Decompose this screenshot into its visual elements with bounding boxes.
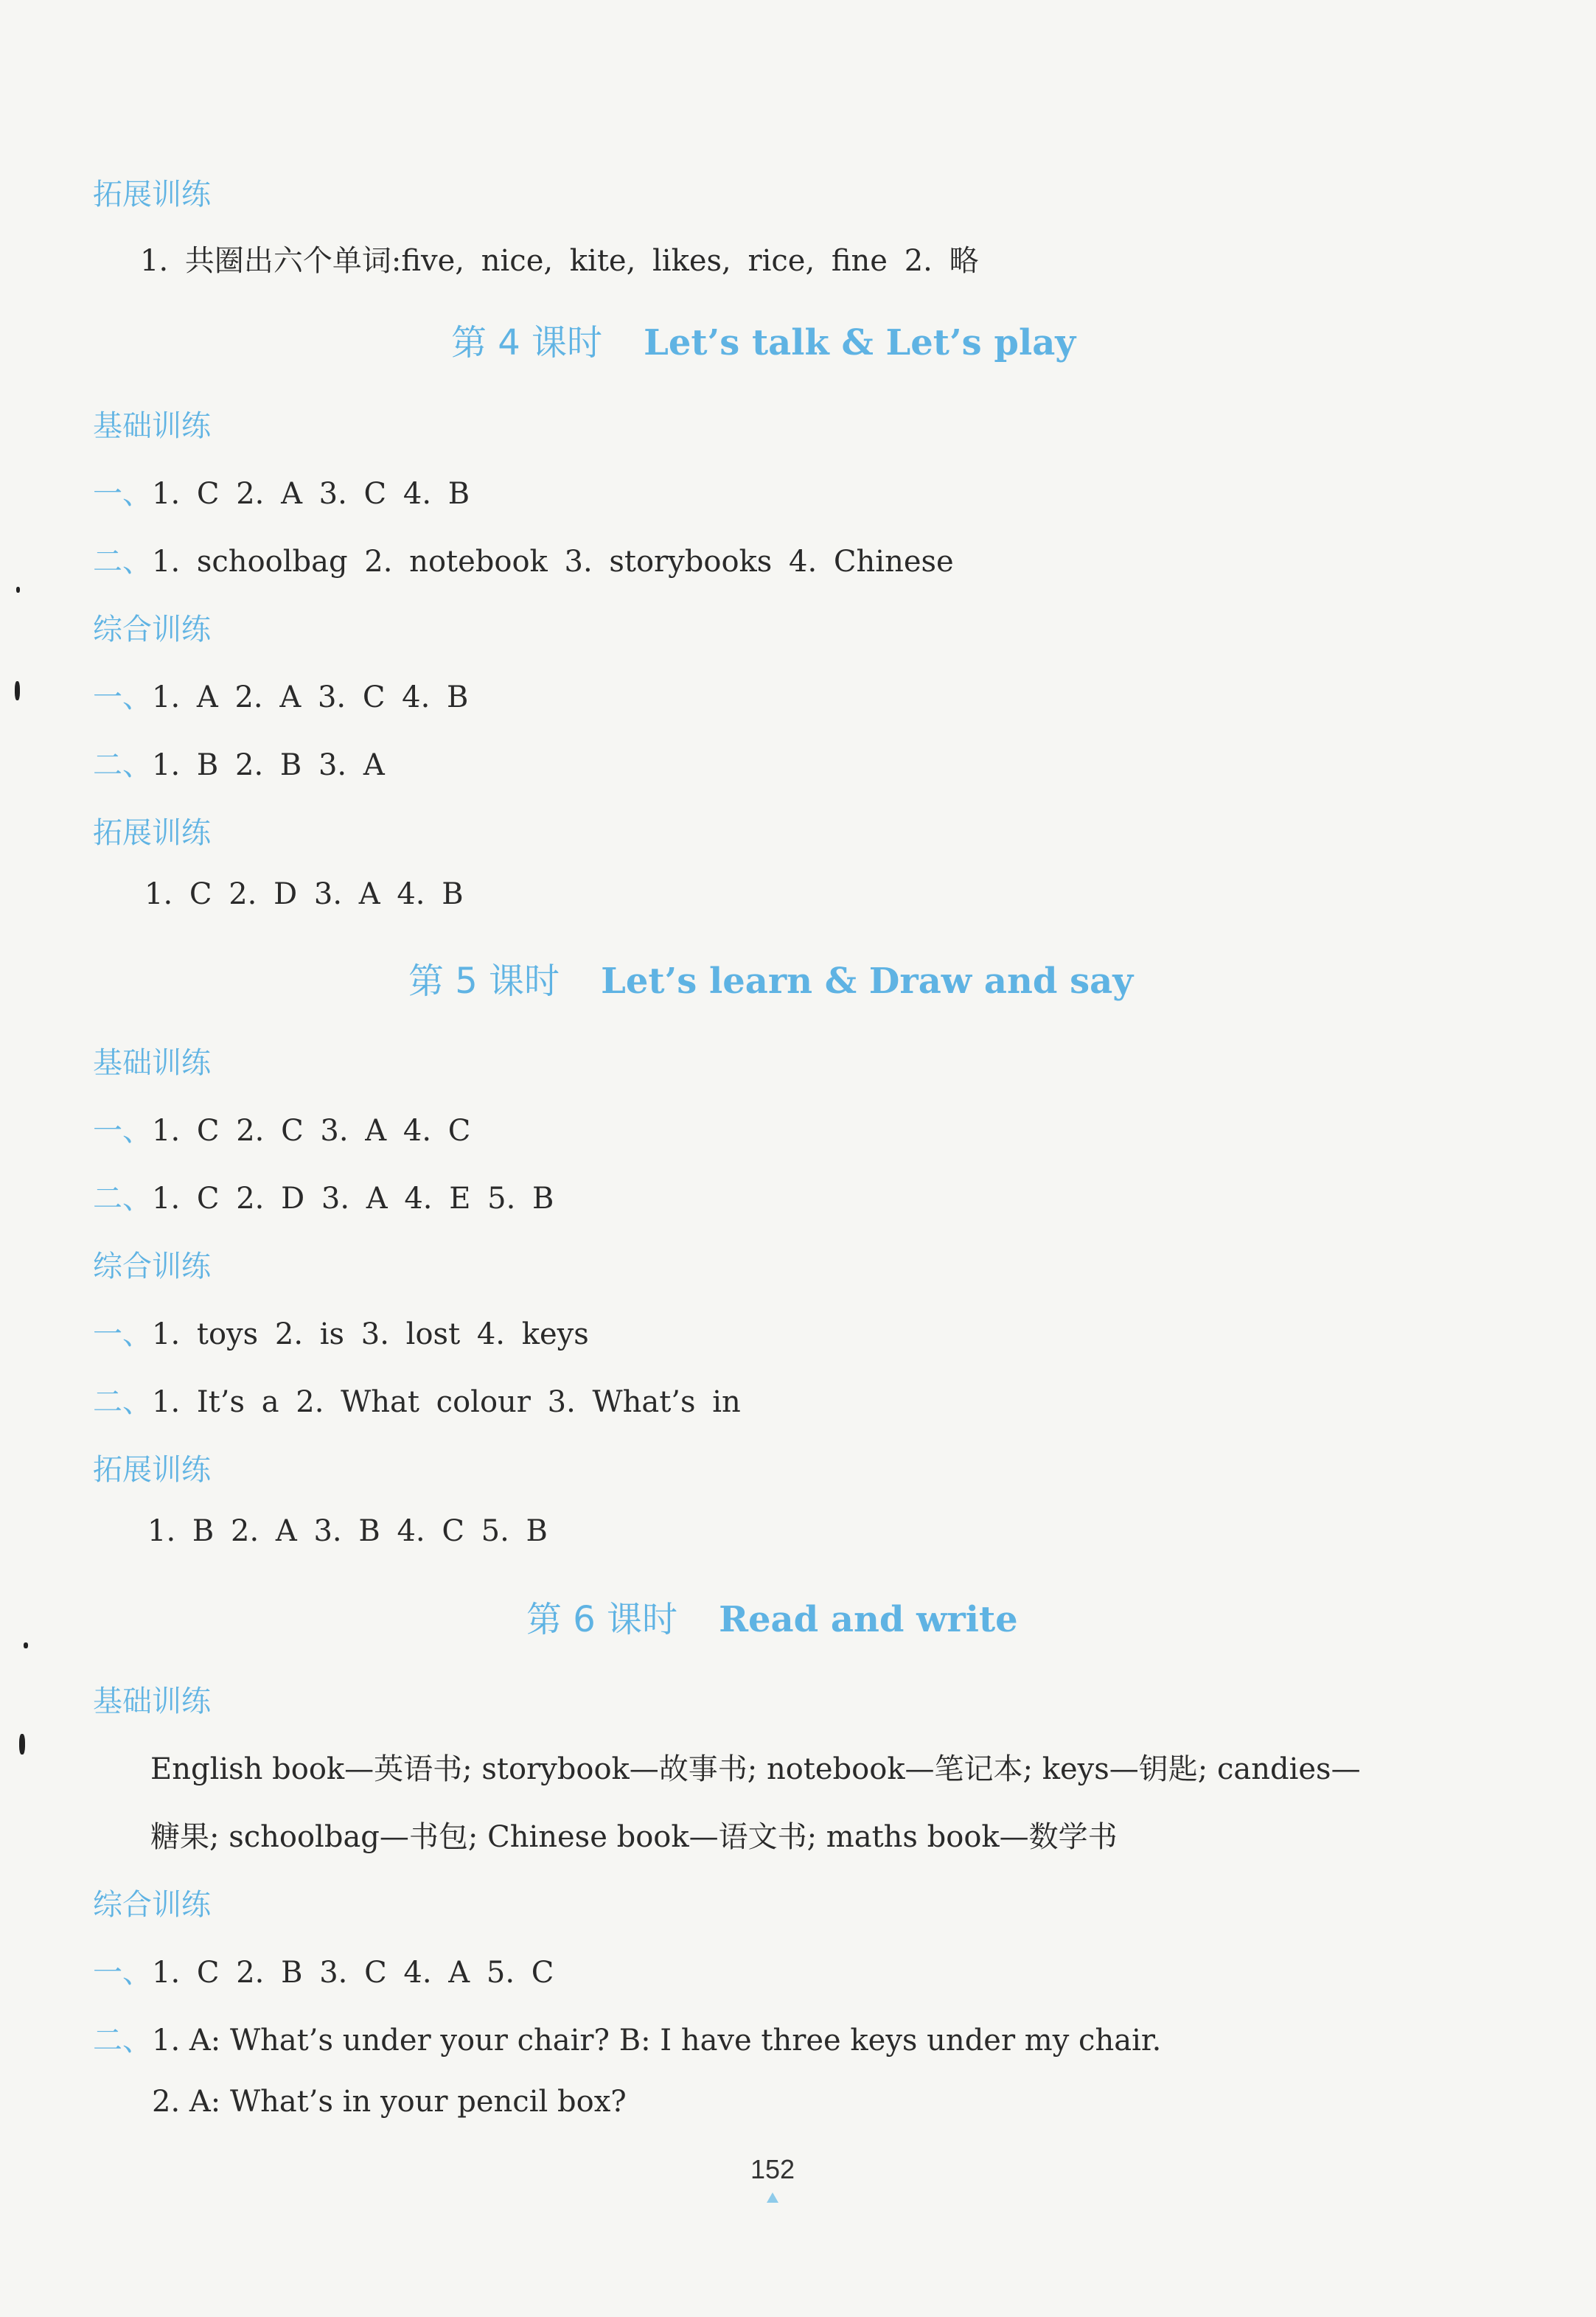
answer-line [93, 1175, 554, 1217]
answer-text: 1. toys 2. is 3. lost 4. keys [152, 1317, 589, 1351]
part-prefix: 一、 [93, 680, 152, 714]
answer-line [93, 674, 468, 716]
answer-text: 1. A: What’s under your chair? B: I have three keys under my chair. [152, 2024, 1162, 2058]
lesson-title: Let’s talk & Let’s play [644, 322, 1076, 363]
answer-line [93, 1949, 554, 1991]
part-prefix: 二、 [93, 748, 152, 782]
section-heading: 基础训练 [93, 1684, 211, 1718]
answer-line: 1. 共圈出六个单词:five, nice, kite, likes, rice, fine 2. 略 [140, 244, 979, 278]
section-heading: 综合训练 [93, 1250, 211, 1283]
answer-text: 1. C 2. B 3. C 4. A 5. C [152, 1956, 554, 1990]
scan-speck [15, 681, 20, 700]
section-heading: 基础训练 [93, 1046, 211, 1080]
lesson-number: 第 4 课时 [451, 322, 603, 363]
part-prefix: 一、 [93, 1114, 152, 1148]
answer-line [93, 538, 954, 580]
answer-text: 1. B 2. B 3. A [152, 748, 385, 782]
section-heading: 拓展训练 [93, 178, 211, 212]
section-heading: 拓展训练 [93, 1453, 211, 1487]
part-prefix: 二、 [93, 545, 152, 579]
part-prefix: 二、 [93, 1182, 152, 1216]
answer-line [93, 1379, 741, 1421]
section-heading: 拓展训练 [93, 816, 211, 850]
answer-line [93, 1311, 589, 1353]
lesson-title: Read and write [719, 1599, 1018, 1640]
answer-text: 1. C 2. D 3. A 4. E 5. B [152, 1182, 554, 1216]
lesson-number: 第 6 课时 [526, 1599, 678, 1640]
answer-line: English book—英语书; storybook—故事书; notebook—笔记本; keys—钥匙; candies— [150, 1752, 1361, 1786]
part-prefix: 一、 [93, 477, 152, 511]
part-prefix: 二、 [93, 1385, 152, 1419]
scan-speck [16, 587, 20, 593]
part-prefix: 二、 [93, 2024, 152, 2058]
page-marker-triangle [767, 2192, 778, 2203]
section-heading: 综合训练 [93, 1888, 211, 1922]
lesson-number: 第 5 课时 [408, 961, 560, 1002]
scan-speck [19, 1734, 25, 1755]
answer-line [93, 2017, 1161, 2059]
lesson-6-heading [526, 1591, 1018, 1642]
lesson-4-heading [451, 314, 1076, 365]
answer-line: 糖果; schoolbag—书包; Chinese book—语文书; maths book—数学书 [150, 1820, 1118, 1854]
lesson-5-heading [408, 952, 1133, 1003]
section-heading: 基础训练 [93, 409, 211, 443]
answer-line: 1. C 2. D 3. A 4. B [144, 877, 464, 911]
lesson-title: Let’s learn & Draw and say [601, 961, 1134, 1002]
answer-line [93, 1107, 470, 1149]
scan-speck [24, 1642, 28, 1648]
answer-line [93, 742, 385, 784]
answer-text: 1. C 2. C 3. A 4. C [152, 1114, 471, 1148]
answer-text: 1. C 2. A 3. C 4. B [152, 477, 470, 511]
answer-line: 2. A: What’s in your pencil box? [152, 2085, 627, 2119]
answer-text: 1. It’s a 2. What colour 3. What’s in [152, 1385, 741, 1419]
answer-line: 1. B 2. A 3. B 4. C 5. B [147, 1514, 548, 1548]
section-heading: 综合训练 [93, 613, 211, 647]
answer-text: 1. schoolbag 2. notebook 3. storybooks 4. Chinese [152, 545, 954, 579]
part-prefix: 一、 [93, 1317, 152, 1351]
answer-text: 1. A 2. A 3. C 4. B [152, 680, 469, 714]
part-prefix: 一、 [93, 1956, 152, 1990]
answer-line [93, 470, 470, 512]
page-number: 152 [750, 2154, 795, 2184]
